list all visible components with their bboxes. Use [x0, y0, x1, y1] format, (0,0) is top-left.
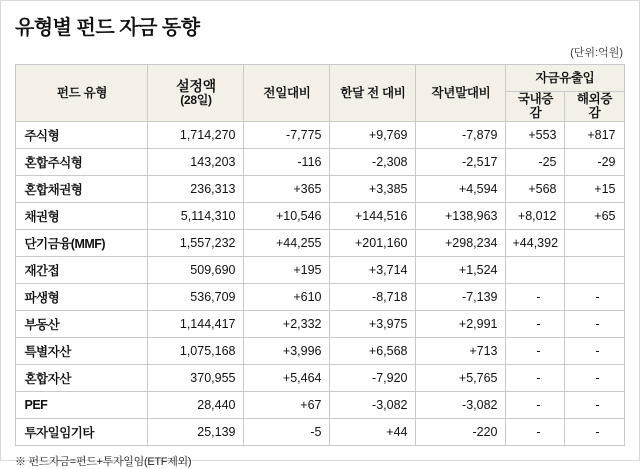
cell-last-year-end: +4,594: [416, 175, 506, 202]
cell-flow-domestic: -: [506, 418, 565, 445]
footnote: ※ 펀드자금=펀드+투자일임(ETF제외): [15, 455, 192, 468]
cell-last-year-end: +5,765: [416, 364, 506, 391]
column-header-amount-sub: (28일): [180, 93, 212, 108]
cell-flow-domestic: +553: [506, 121, 565, 148]
cell-amount: 1,714,270: [148, 121, 244, 148]
cell-category: 재간접: [16, 256, 148, 283]
column-header-flow-overseas: 해외증감: [565, 92, 624, 122]
fund-flow-table: [15, 64, 624, 446]
cell-category: 혼합채권형: [16, 175, 148, 202]
cell-amount: 25,139: [148, 418, 244, 445]
column-header-flow-group: 자금유출입: [506, 65, 624, 92]
table-row: [16, 256, 624, 283]
cell-flow-overseas: -: [565, 364, 624, 391]
cell-prev-month: +201,160: [330, 229, 416, 256]
cell-prev-month: +44: [330, 418, 416, 445]
table-row: [16, 148, 624, 175]
cell-flow-overseas: -: [565, 418, 624, 445]
cell-prev-month: -3,082: [330, 391, 416, 418]
table-row: [16, 364, 624, 391]
cell-prev-day: +10,546: [244, 202, 330, 229]
cell-flow-overseas: -: [565, 391, 624, 418]
cell-flow-domestic: -: [506, 391, 565, 418]
cell-category: PEF: [16, 391, 148, 418]
cell-flow-domestic: -: [506, 337, 565, 364]
cell-prev-day: -5: [244, 418, 330, 445]
unit-note: (단위:억원): [570, 47, 623, 59]
cell-flow-domestic: +44,392: [506, 229, 565, 256]
cell-last-year-end: -220: [416, 418, 506, 445]
cell-category: 주식형: [16, 121, 148, 148]
cell-amount: 143,203: [148, 148, 244, 175]
cell-prev-day: +5,464: [244, 364, 330, 391]
cell-category: 부동산: [16, 310, 148, 337]
cell-category: 혼합자산: [16, 364, 148, 391]
cell-prev-day: +44,255: [244, 229, 330, 256]
cell-amount: 28,440: [148, 391, 244, 418]
column-header-prev-month: 한달 전 대비: [330, 65, 416, 122]
header-row-top: [16, 65, 624, 92]
cell-prev-month: +3,975: [330, 310, 416, 337]
cell-prev-day: +365: [244, 175, 330, 202]
cell-flow-domestic: -: [506, 364, 565, 391]
cell-flow-domestic: [506, 256, 565, 283]
cell-category: 단기금융(MMF): [16, 229, 148, 256]
cell-category: 파생형: [16, 283, 148, 310]
cell-amount: 1,557,232: [148, 229, 244, 256]
cell-flow-overseas: +65: [565, 202, 624, 229]
cell-prev-month: +3,714: [330, 256, 416, 283]
cell-amount: 1,075,168: [148, 337, 244, 364]
column-header-amount-main: 설정액: [176, 77, 216, 94]
cell-prev-month: +9,769: [330, 121, 416, 148]
cell-flow-overseas: [565, 229, 624, 256]
cell-amount: 1,144,417: [148, 310, 244, 337]
table-row: [16, 121, 624, 148]
cell-prev-day: +2,332: [244, 310, 330, 337]
table-body: [16, 121, 624, 445]
cell-flow-overseas: +15: [565, 175, 624, 202]
table-row: [16, 202, 624, 229]
cell-last-year-end: -7,139: [416, 283, 506, 310]
cell-prev-month: +144,516: [330, 202, 416, 229]
cell-category: 혼합주식형: [16, 148, 148, 175]
table-row: [16, 310, 624, 337]
column-header-flow-domestic: 국내증감: [506, 92, 565, 122]
cell-last-year-end: +138,963: [416, 202, 506, 229]
cell-flow-overseas: -: [565, 337, 624, 364]
cell-flow-overseas: -29: [565, 148, 624, 175]
column-header-last-year-end: 작년말대비: [416, 65, 506, 122]
table-head: [16, 65, 624, 122]
cell-last-year-end: -2,517: [416, 148, 506, 175]
cell-flow-overseas: -: [565, 283, 624, 310]
cell-last-year-end: +1,524: [416, 256, 506, 283]
cell-flow-domestic: +8,012: [506, 202, 565, 229]
table-row: [16, 418, 624, 445]
page-title: 유형별 펀드 자금 동향: [15, 17, 200, 39]
cell-prev-day: +195: [244, 256, 330, 283]
table-row: [16, 229, 624, 256]
column-header-amount: [148, 65, 244, 122]
cell-flow-domestic: +568: [506, 175, 565, 202]
cell-prev-month: -2,308: [330, 148, 416, 175]
cell-flow-overseas: [565, 256, 624, 283]
cell-category: 투자일임기타: [16, 418, 148, 445]
cell-last-year-end: -3,082: [416, 391, 506, 418]
cell-prev-month: +3,385: [330, 175, 416, 202]
cell-flow-overseas: +817: [565, 121, 624, 148]
table-row: [16, 391, 624, 418]
cell-last-year-end: +2,991: [416, 310, 506, 337]
cell-prev-day: -116: [244, 148, 330, 175]
column-header-prev-day: 전일대비: [244, 65, 330, 122]
table-row: [16, 337, 624, 364]
column-header-category: 펀드 유형: [16, 65, 148, 122]
cell-amount: 236,313: [148, 175, 244, 202]
cell-last-year-end: -7,879: [416, 121, 506, 148]
cell-category: 채권형: [16, 202, 148, 229]
cell-category: 특별자산: [16, 337, 148, 364]
cell-prev-day: +610: [244, 283, 330, 310]
cell-flow-domestic: -: [506, 283, 565, 310]
cell-prev-day: +67: [244, 391, 330, 418]
cell-prev-month: -7,920: [330, 364, 416, 391]
cell-flow-domestic: -25: [506, 148, 565, 175]
cell-prev-month: +6,568: [330, 337, 416, 364]
cell-last-year-end: +713: [416, 337, 506, 364]
cell-last-year-end: +298,234: [416, 229, 506, 256]
table-row: [16, 283, 624, 310]
cell-prev-day: +3,996: [244, 337, 330, 364]
cell-prev-day: -7,775: [244, 121, 330, 148]
cell-flow-overseas: -: [565, 310, 624, 337]
cell-flow-domestic: -: [506, 310, 565, 337]
cell-prev-month: -8,718: [330, 283, 416, 310]
cell-amount: 370,955: [148, 364, 244, 391]
table-row: [16, 175, 624, 202]
cell-amount: 5,114,310: [148, 202, 244, 229]
cell-amount: 536,709: [148, 283, 244, 310]
cell-amount: 509,690: [148, 256, 244, 283]
